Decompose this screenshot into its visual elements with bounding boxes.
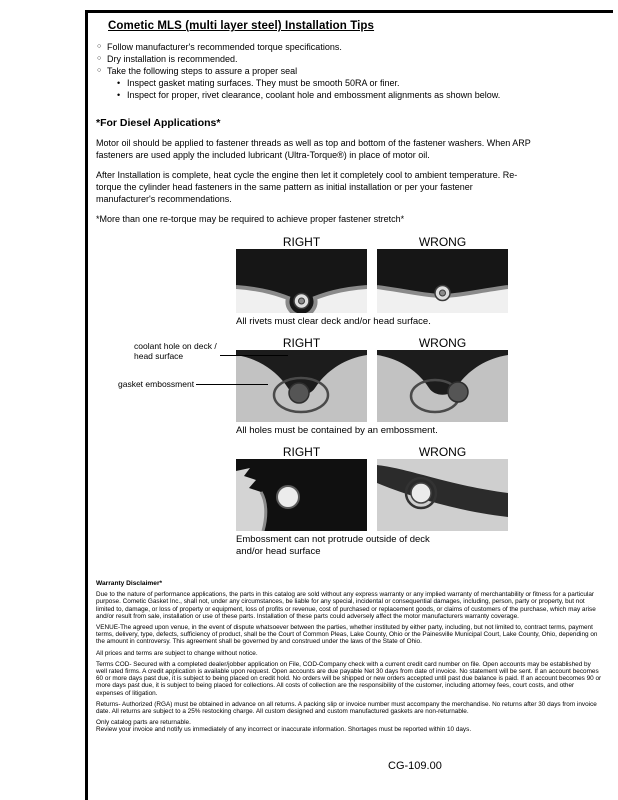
figure-row-protrusion bbox=[236, 445, 508, 558]
rivet-clearance-right-diagram bbox=[236, 249, 367, 313]
page-number: CG-109.00 bbox=[388, 760, 442, 772]
diesel-paragraph-1: Motor oil should be applied to fastener threads as well as top and bottom of the fastener washers. When ARP fasteners are used apply the included lubricant (Ultra-Torque®) in place of motor oil. bbox=[96, 138, 531, 160]
figure-caption-protrusion: Embossment can not protrude outside of deck and/or head surface bbox=[236, 534, 430, 557]
gasket-embossment-callout: gasket embossment bbox=[118, 379, 195, 389]
tips-sublist bbox=[116, 77, 602, 101]
disclaimer-paragraph: Returns- Authorized (RGA) must be obtained in advance on all returns. A packing slip or invoice number must accompany the merchandise. No returns after 30 days from invoice date. All returns are subject to a 25% restocking charge. All custom designed and custom manufactured gaskets are non-returnable. bbox=[96, 700, 597, 716]
page-content bbox=[96, 20, 602, 738]
page-title: Cometic MLS (multi layer steel) Installation Tips bbox=[108, 20, 375, 32]
figure-row-holes bbox=[236, 336, 508, 437]
coolant-hole-callout-line bbox=[220, 355, 288, 356]
wrong-label: WRONG bbox=[418, 336, 467, 350]
hole-embossment-right-diagram bbox=[236, 350, 367, 422]
disclaimer-paragraph: All prices and terms are subject to change without notice. bbox=[96, 649, 258, 657]
list-item: ○ Follow manufacturer's recommended torque specifications. bbox=[96, 41, 602, 53]
gasket-embossment-callout-line bbox=[196, 384, 268, 385]
disclaimer-heading: Warranty Disclaimer* bbox=[96, 580, 163, 587]
tips-list bbox=[96, 41, 602, 77]
diesel-applications-heading: *For Diesel Applications* bbox=[96, 117, 221, 129]
disclaimer-paragraph: Due to the nature of performance applications, the parts in this catalog are sold without any express warranty or any implied warranty of merchantability or fitness for a particular purpose. Cometic Gasket Inc., shall not, under any circumstances, be liable for any special, incidental or consequential damages, including, person, party or property, but not limited to, damage, or loss of property or equipment, loss of profits or revenue, cost of purchased or replacement goods, or claims of customers of the purchase, which may arise and/or result from sale, installation or use of these parts. Installation of these parts could adversely affect the motor manufacturers warranty coverage. bbox=[96, 591, 596, 620]
disclaimer-paragraph: Review your invoice and notify us immediately of any incorrect or inaccurate information. Shortages must be reported within 10 days. bbox=[96, 726, 472, 734]
disclaimer-paragraph: VENUE-The agreed upon venue, in the event of dispute whatsoever between the parties, whether instituted by either party, including, but not limited to, contract terms, payment terms, delivery, type, defects, sufficiency of product, shall be the Court of Common Pleas, Lake County, Ohio or the Painesville Municipal Court, Lake County, Ohio, depending on the amount in controversy. This agreement shall be governed by and construed under the laws of the State of Ohio. bbox=[96, 624, 598, 646]
wrong-label: WRONG bbox=[418, 235, 467, 249]
hole-embossment-wrong-diagram bbox=[377, 350, 508, 422]
disclaimer-paragraph: Terms COD- Secured with a completed dealer/jobber application on File, COD-Company check with a current credit card number on file. Open accounts may be established by well rated firms. A credit application is available upon request. Open accounts are due payable Net 30 days from date of invoice. No statement will be sent. If an account becomes 60 or more days past due, it is subject to being placed on credit hold. No orders will be shipped or new orders accepted until past due balance is paid. If an account becomes 90 or more days past due, it is subject to being placed for collections. All costs of collection are the responsibility of the customer, including attorney fees, court costs, and other expenses of litigation. bbox=[96, 660, 602, 697]
protrusion-wrong-diagram bbox=[377, 459, 508, 531]
right-label: RIGHT bbox=[282, 235, 321, 249]
figure-caption-holes: All holes must be contained by an embossment. bbox=[236, 425, 438, 436]
figure-caption-rivets: All rivets must clear deck and/or head surface. bbox=[236, 316, 431, 327]
retorque-note: *More than one re-torque may be required to achieve proper fastener stretch* bbox=[96, 214, 405, 224]
list-item: ○ Dry installation is recommended. bbox=[96, 53, 602, 65]
diesel-paragraph-2: After Installation is complete, heat cycle the engine then let it completely cool to ambient temperature. Re-torque the cylinder head fasteners in the same pattern as initial installation or per your fastener manufacturer's recommendations. bbox=[96, 170, 518, 204]
right-label: RIGHT bbox=[282, 445, 321, 459]
figure-row-rivets bbox=[236, 235, 508, 328]
protrusion-right-diagram bbox=[236, 459, 367, 531]
disclaimer-paragraph: Only catalog parts are returnable. bbox=[96, 719, 191, 727]
list-item: • Inspect for proper, rivet clearance, coolant hole and embossment alignments as shown below. bbox=[116, 89, 602, 101]
coolant-hole-callout: coolant hole on deck / head surface bbox=[134, 341, 217, 361]
wrong-label: WRONG bbox=[418, 445, 467, 459]
rivet-clearance-wrong-diagram bbox=[377, 249, 508, 313]
diagram-section bbox=[96, 235, 602, 558]
warranty-disclaimer bbox=[96, 580, 602, 734]
right-label: RIGHT bbox=[282, 336, 321, 350]
list-item: ○ Take the following steps to assure a proper seal bbox=[96, 65, 602, 77]
list-item: • Inspect gasket mating surfaces. They must be smooth 50RA or finer. bbox=[116, 77, 602, 89]
